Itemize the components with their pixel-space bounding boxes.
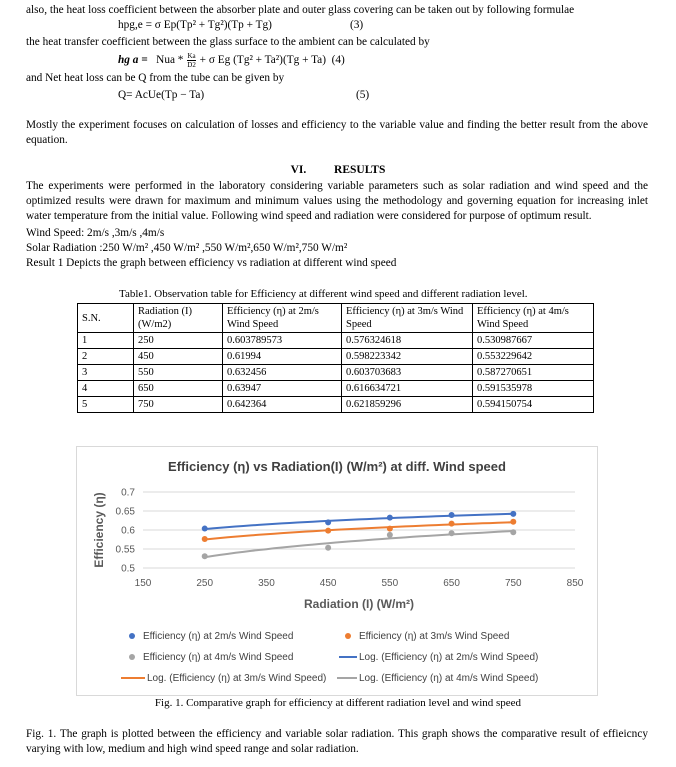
data-point	[325, 545, 331, 551]
legend-label-4ms: Efficiency (η) at 4m/s Wind Speed	[143, 652, 294, 663]
data-point	[510, 519, 516, 525]
data-point	[449, 530, 455, 536]
y-tick-label: 0.6	[121, 525, 135, 537]
header-eff-4ms: Efficiency (η) at 4m/s Wind Speed	[473, 304, 594, 333]
x-tick-label: 550	[381, 578, 399, 589]
results-paragraph: The experiments were performed in the laboratory considering variable parameters such as solar radiation and wind speed and the optimized results were drawn for maximum and minimum values using the methodology and governing equation for increasing inlet water temperature from the initial value. Following wind speed and radiation were considered for purpose of optimum result.	[26, 180, 648, 222]
table-cell: 550	[134, 365, 223, 381]
result-line: Result 1 Depicts the graph between efficiency vs radiation at different wind speed	[26, 257, 397, 269]
legend-line-log-4ms	[337, 677, 357, 679]
data-point	[387, 532, 393, 538]
table-cell: 450	[134, 349, 223, 365]
efficiency-chart	[76, 446, 598, 696]
legend-marker-4ms	[129, 654, 135, 660]
x-tick-label: 250	[196, 578, 214, 589]
header-eff-3ms: Efficiency (η) at 3m/s Wind Speed	[342, 304, 473, 333]
table-row	[78, 333, 594, 349]
table-cell: 0.587270651	[473, 365, 594, 381]
legend-3ms	[345, 631, 509, 642]
chart-title: Efficiency (η) vs Radiation(I) (W/m²) at diff. Wind speed	[168, 459, 506, 474]
table-cell: 0.603789573	[223, 333, 342, 349]
fraction-numerator: Ka	[187, 52, 196, 60]
header-sn: S.N.	[78, 304, 134, 333]
legend-label-2ms: Efficiency (η) at 2m/s Wind Speed	[143, 631, 294, 642]
data-point	[202, 526, 208, 532]
equation-4-number: (4)	[331, 54, 345, 67]
table-row	[78, 365, 594, 381]
intro-line: also, the heat loss coefficient between the absorber plate and outer glass covering can be taken out by following formulae	[26, 4, 575, 16]
table-cell: 0.63947	[223, 381, 342, 397]
table-cell: 0.553229642	[473, 349, 594, 365]
table-cell: 750	[134, 397, 223, 413]
equation-5: Q= AcUe(Tp − Ta)	[118, 89, 205, 101]
fraction-denominator: D2	[187, 61, 196, 69]
data-point	[202, 553, 208, 559]
table-cell: 0.632456	[223, 365, 342, 381]
data-point	[325, 519, 331, 525]
table-cell: 4	[78, 381, 134, 397]
table-row	[78, 397, 594, 413]
table-cell: 250	[134, 333, 223, 349]
section-number: VI.	[290, 164, 307, 176]
figure-caption: Fig. 1. Comparative graph for efficiency at different radiation level and wind speed	[154, 697, 522, 709]
y-axis-label: Efficiency (η)	[92, 492, 106, 568]
header-eff-2ms: Efficiency (η) at 2m/s Wind Speed	[223, 304, 342, 333]
x-tick-label: 450	[319, 578, 337, 589]
equation-3: hpg,e = σ Ep(Tp² + Tg²)(Tp + Tg)	[118, 19, 272, 31]
table-cell: 0.61994	[223, 349, 342, 365]
data-point	[387, 515, 393, 521]
table-cell: 0.621859296	[342, 397, 473, 413]
table-cell: 650	[134, 381, 223, 397]
legend-line-log-2ms	[339, 656, 357, 658]
data-point	[510, 511, 516, 517]
table-cell: 0.603703683	[342, 365, 473, 381]
legend-2ms	[129, 631, 293, 642]
section-title: RESULTS	[334, 164, 386, 176]
x-tick-label: 750	[504, 578, 522, 589]
y-tick-label: 0.7	[121, 487, 135, 499]
y-tick-label: 0.55	[115, 544, 135, 556]
equation-4-rhs: + σ Eg (Tg² + Ta²)(Tg + Ta)	[199, 54, 326, 67]
net-heat-loss-line: and Net heat loss can be Q from the tube can be given by	[26, 72, 285, 84]
table-row	[78, 381, 594, 397]
table-cell: 0.642364	[223, 397, 342, 413]
equation-5-number: (5)	[356, 89, 370, 101]
data-point	[510, 529, 516, 535]
equation-4-mid: Nua *	[156, 54, 184, 67]
x-axis-label: Radiation (I) (W/m²)	[304, 597, 414, 611]
data-point	[202, 536, 208, 542]
legend-marker-2ms	[129, 633, 135, 639]
observation-table	[77, 303, 594, 413]
table-header-row	[78, 304, 594, 333]
table-cell: 0.576324618	[342, 333, 473, 349]
y-tick-label: 0.65	[115, 506, 135, 518]
legend-label-log-3ms: Log. (Efficiency (η) at 3m/s Wind Speed)	[147, 673, 327, 684]
legend-label-log-4ms: Log. (Efficiency (η) at 4m/s Wind Speed)	[359, 673, 539, 684]
figure-description: Fig. 1. The graph is plotted between the efficiency and variable solar radiation. This graph shows the comparative result of effieicncy varying with low, medium and high wind speed range and solar radiation.	[26, 728, 648, 755]
data-point	[325, 528, 331, 534]
legend-log-4ms	[337, 673, 538, 684]
equation-4	[118, 52, 345, 69]
data-point	[449, 521, 455, 527]
legend-line-log-3ms	[121, 677, 145, 679]
solar-radiation-line: Solar Radiation :250 W/m² ,450 W/m² ,550 W/m²,650 W/m²,750 W/m²	[26, 242, 348, 254]
y-tick-label: 0.5	[121, 563, 135, 575]
legend-label-3ms: Efficiency (η) at 3m/s Wind Speed	[359, 631, 510, 642]
legend-label-log-2ms: Log. (Efficiency (η) at 2m/s Wind Speed)	[359, 652, 539, 663]
equation-4-lhs: hg a =	[118, 54, 148, 67]
x-tick-label: 350	[258, 578, 275, 589]
table-caption: Table1. Observation table for Efficiency at different wind speed and different radiation level.	[119, 288, 528, 300]
x-tick-label: 150	[134, 578, 152, 589]
table-cell: 0.598223342	[342, 349, 473, 365]
trendline	[205, 514, 514, 529]
table-cell: 0.591535978	[473, 381, 594, 397]
data-point	[387, 526, 393, 532]
table-cell: 0.616634721	[342, 381, 473, 397]
table-cell: 3	[78, 365, 134, 381]
table-cell: 1	[78, 333, 134, 349]
legend-4ms	[129, 652, 293, 663]
table-cell: 0.594150754	[473, 397, 594, 413]
equation-4-fraction	[187, 52, 196, 69]
x-tick-label: 650	[443, 578, 460, 589]
legend-marker-3ms	[345, 633, 351, 639]
table-cell: 2	[78, 349, 134, 365]
table-cell: 0.530987667	[473, 333, 594, 349]
header-radiation: Radiation (I) (W/m2)	[134, 304, 223, 333]
table-row	[78, 349, 594, 365]
table-cell: 5	[78, 397, 134, 413]
data-point	[449, 512, 455, 518]
x-tick-label: 850	[566, 578, 584, 589]
wind-speed-line: Wind Speed: 2m/s ,3m/s ,4m/s	[26, 227, 165, 239]
heat-transfer-line: the heat transfer coefficient between the glass surface to the ambient can be calculated by	[26, 36, 430, 48]
mostly-paragraph: Mostly the experiment focuses on calculation of losses and efficiency to the variable value and finding the better result from the above equation.	[26, 119, 648, 146]
legend-log-2ms	[339, 652, 538, 663]
legend-log-3ms	[121, 673, 326, 684]
equation-3-number: (3)	[350, 19, 364, 31]
section-heading	[0, 164, 676, 176]
